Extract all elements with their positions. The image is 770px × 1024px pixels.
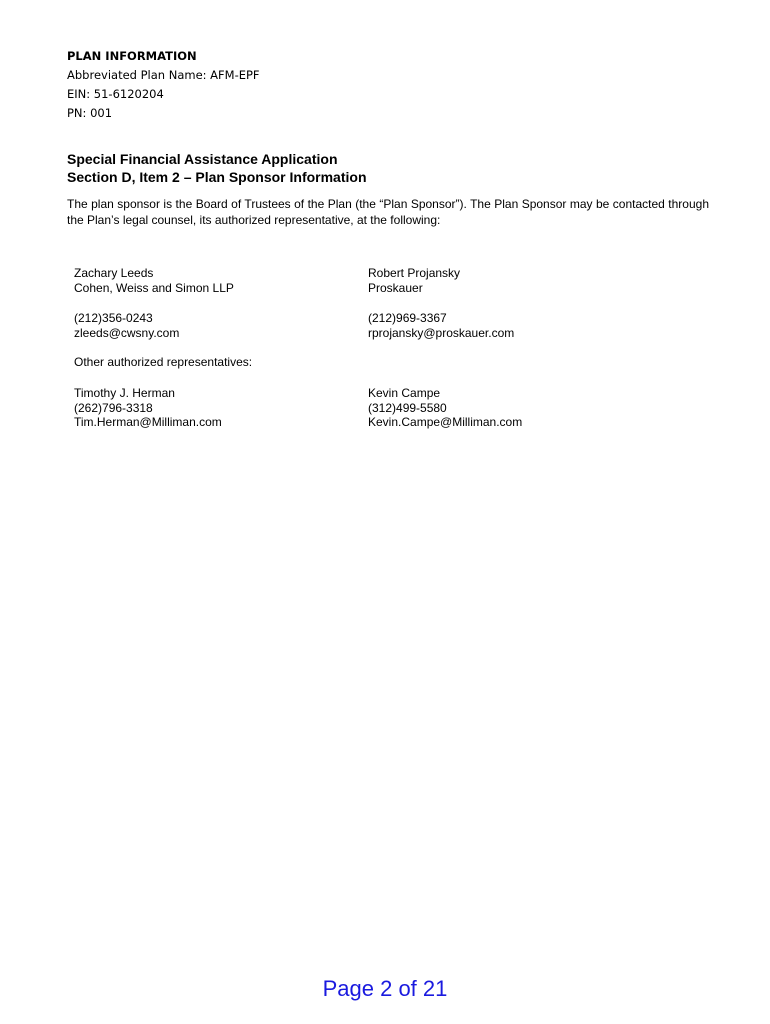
counsel-2-name-block [368, 266, 460, 295]
rep-name: Kevin Campe [368, 386, 441, 400]
rep-email: Tim.Herman@Milliman.com [74, 415, 222, 429]
rep-phone: (312)499-5580 [368, 400, 447, 415]
intro-paragraph: The plan sponsor is the Board of Trustees of the Plan (the “Plan Sponsor”). The Plan Sponsor may be contacted through the Plan’s legal counsel, its authorized representative, at the following: [67, 197, 709, 227]
counsel-email: zleeds@cwsny.com [74, 325, 180, 340]
plan-info-header: PLAN INFORMATION [67, 49, 197, 63]
rep-name: Timothy J. Herman [74, 386, 175, 400]
other-rep-1-block [74, 386, 222, 430]
rep-phone: (262)796-3318 [74, 400, 153, 415]
counsel-email: rprojansky@proskauer.com [368, 325, 515, 340]
plan-information-block [67, 47, 260, 123]
rep-email: Kevin.Campe@Milliman.com [368, 415, 523, 429]
counsel-firm: Cohen, Weiss and Simon LLP [74, 280, 234, 295]
counsel-phone: (212)969-3367 [368, 311, 447, 325]
section-title-line-1: Special Financial Assistance Application [67, 151, 338, 167]
ein: EIN: 51-6120204 [67, 87, 164, 101]
page-number: Page 2 of 21 [322, 976, 448, 1001]
counsel-2-contact-block [368, 311, 514, 340]
counsel-firm: Proskauer [368, 280, 423, 295]
other-rep-2-block [368, 386, 522, 430]
plan-number: PN: 001 [67, 106, 113, 120]
counsel-1-name-block [74, 266, 234, 295]
section-title-line-2: Section D, Item 2 – Plan Sponsor Information [67, 169, 367, 185]
counsel-name: Robert Projansky [368, 266, 461, 280]
abbreviated-plan-name: Abbreviated Plan Name: AFM-EPF [67, 68, 260, 82]
section-title [67, 150, 367, 186]
counsel-name: Zachary Leeds [74, 266, 154, 280]
counsel-1-contact-block [74, 311, 179, 340]
counsel-phone: (212)356-0243 [74, 311, 153, 325]
other-reps-label: Other authorized representatives: [74, 355, 253, 369]
